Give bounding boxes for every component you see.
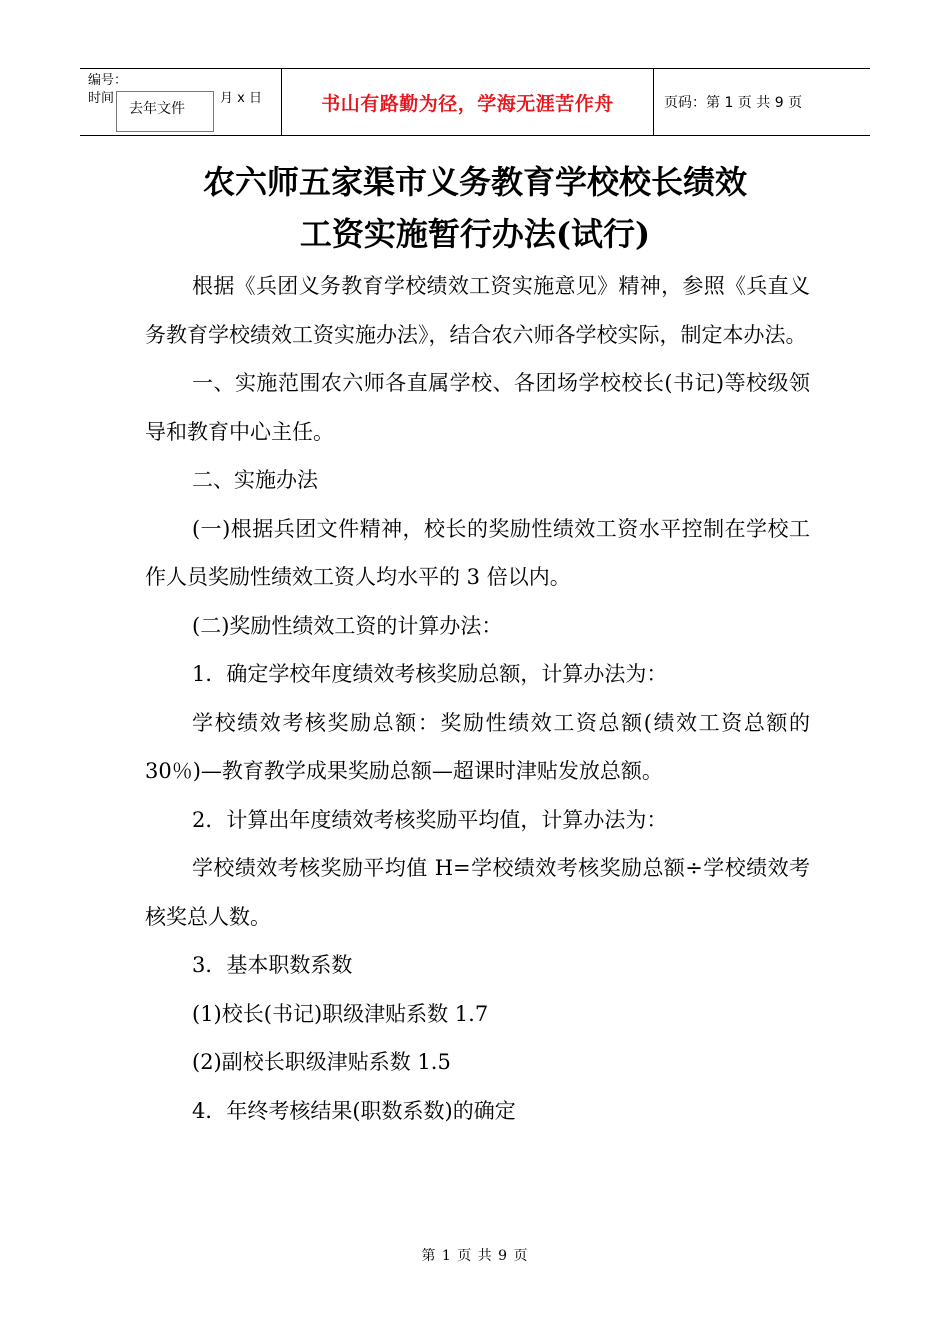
paragraph: 一、实施范围农六师各直属学校、各团场学校校长(书记)等校级领导和教育中心主任。 (145, 371, 810, 444)
date-suffix: 月 x 日 (220, 91, 262, 106)
paragraph: (二)奖励性绩效工资的计算办法： (192, 613, 503, 638)
page-code: 页码：第 1 页 共 9 页 (664, 95, 803, 111)
page-footer: 第 1 页 共 9 页 (421, 1248, 529, 1264)
paragraph: (一)根据兵团文件精神，校长的奖励性绩效工资水平控制在学校工作人员奖励性绩效工资人均水平的 3 倍以内。 (145, 516, 810, 589)
document-title-line-1: 农六师五家渠市义务教育学校校长绩效 (202, 163, 747, 201)
document-header (80, 68, 870, 136)
header-motto-cell (281, 69, 654, 135)
paragraph: 2．计算出年度绩效考核奖励平均值，计算办法为： (192, 807, 668, 832)
paragraph: (1)校长(书记)职级津贴系数 1.7 (192, 1001, 489, 1026)
time-label: 时间 (88, 91, 115, 106)
paragraph: 学校绩效考核奖励平均值 H=学校绩效考核奖励总额÷学校绩效考核奖总人数。 (145, 856, 810, 929)
header-meta-cell (80, 69, 281, 135)
document-title-line-2: 工资实施暂行办法(试行) (299, 215, 651, 253)
paragraph: 4．年终考核结果(职数系数)的确定 (192, 1098, 516, 1123)
paragraph: 1．确定学校年度绩效考核奖励总额，计算办法为： (192, 662, 668, 686)
header-page-cell (654, 69, 870, 135)
year-file-box: 去年文件 (116, 91, 214, 132)
paragraph: 二、实施办法 (192, 468, 318, 492)
paragraph: 根据《兵团义务教育学校绩效工资实施意见》精神，参照《兵直义务教育学校绩效工资实施办法》，结合农六师各学校实际，制定本办法。 (145, 274, 810, 347)
document-body (145, 262, 810, 1135)
motto-text: 书山有路勤为径，学海无涯苦作舟 (321, 92, 614, 115)
paragraph: 学校绩效考核奖励总额：奖励性绩效工资总额(绩效工资总额的 30％)—教育教学成果奖励总额—超课时津贴发放总额。 (145, 710, 810, 783)
paragraph: 3．基本职数系数 (192, 953, 353, 977)
number-label: 编号： (88, 73, 128, 88)
paragraph: (2)副校长职级津贴系数 1.5 (192, 1050, 451, 1074)
